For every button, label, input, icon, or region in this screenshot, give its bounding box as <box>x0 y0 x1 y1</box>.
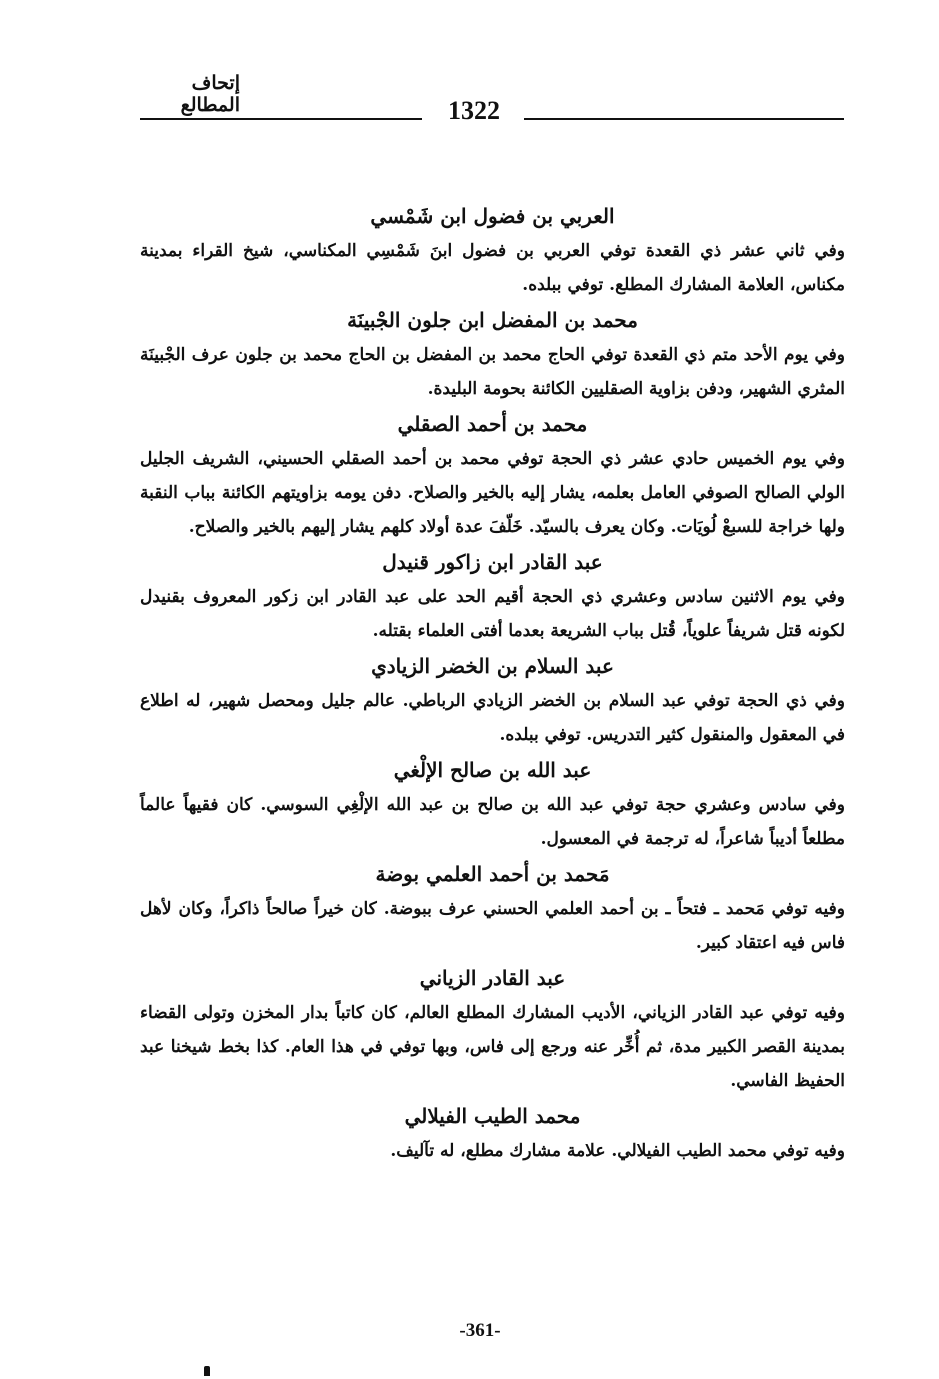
entry-title: عبد القادر ابن زاكور قنيدل <box>382 550 603 574</box>
entry-body: وفي ثاني عشر ذي القعدة توفي العربي بن فضول ابنَ شَمْسِي المكناسي، شيخ القراء بمدينة مكناس، العلامة المشارك المطلع. توفي ببلده. <box>140 241 845 295</box>
entry-title: مَحمد بن أحمد العلمي بوضة <box>375 862 610 886</box>
entry <box>140 406 845 544</box>
header-rule-left <box>140 118 422 120</box>
page-number: 1322 <box>448 96 500 125</box>
entry-title: محمد بن أحمد الصقلي <box>397 412 588 436</box>
entry <box>140 544 845 648</box>
entry-body: وفي يوم الأحد متم ذي القعدة توفي الحاج محمد بن المفضل بن الحاج محمد بن جلون عرف الجْبينَة المثري الشهير، ودفن بزاوية الصقليين الكائنة بحومة البليدة. <box>140 345 845 399</box>
entry-body: وفيه توفي محمد الطيب الفيلالي. علامة مشارك مطلع، له تآليف. <box>390 1141 845 1161</box>
page-content <box>140 198 845 1168</box>
entry-title: العربي بن فضول ابن شَمْسي <box>370 204 615 228</box>
entry-title: عبد السلام بن الخضر الزيادي <box>371 654 614 678</box>
header-rule-right <box>524 118 844 120</box>
entry-title: عبد الله بن صالح الإلْغي <box>393 758 592 782</box>
entry-title: محمد بن المفضل ابن جلون الجْبينَة <box>347 308 638 332</box>
entry <box>140 1098 845 1168</box>
entry-body: وفي يوم الخميس حادي عشر ذي الحجة توفي محمد بن أحمد الصقلي الحسيني، الشريف الجليل الولي الصالح الصوفي العامل بعلمه، يشار إليه بالخير والصلاح. دفن يومه بزاويتهم الكائنة بباب النقبة ولها خراجة للسبعْ لُويَات. وكان يعرف بالسيّد. خَلّفَ عدة أولاد كلهم يشار إليهم بالخير والصلاح. <box>140 449 845 537</box>
entry <box>140 198 845 302</box>
entry <box>140 960 845 1098</box>
entry-body: وفيه توفي مَحمد ـ فتحاً ـ بن أحمد العلمي الحسني عرف ببوضة. كان خيراً صالحاً ذاكراً، وكان لأهل فاس فيه اعتقاد كبير. <box>140 899 845 953</box>
entry <box>140 752 845 856</box>
entry-title: عبد القادر الزياني <box>419 966 566 990</box>
entry <box>140 302 845 406</box>
entry-body: وفي يوم الاثنين سادس وعشري ذي الحجة أقيم الحد على عبد القادر ابن زكور المعروف بقنيدل لكونه قتل شريفاً علوياً، قُتل بباب الشريعة بعدما أفتى العلماء بقتله. <box>140 587 845 641</box>
corner-mark <box>204 1366 210 1376</box>
entry-title: محمد الطيب الفيلالي <box>404 1104 581 1128</box>
running-title: إتحاف المطالع <box>180 72 240 116</box>
entry-body: وفي ذي الحجة توفي عبد السلام بن الخضر الزيادي الرباطي. عالم جليل ومحصل شهير، له اطلاع في المعقول والمنقول كثير التدريس. توفي ببلده. <box>140 691 845 745</box>
entry <box>140 856 845 960</box>
footer-page-number: -361- <box>459 1320 501 1341</box>
entry-body: وفي سادس وعشري حجة توفي عبد الله بن صالح بن عبد الله الإلْغِي السوسي. كان فقيهاً عالماً مطلعاً أديباً شاعراً، له ترجمة في المعسول. <box>140 795 845 849</box>
entry <box>140 648 845 752</box>
entry-body: وفيه توفي عبد القادر الزياني، الأديب المشارك المطلع العالم، كان كاتباً بدار المخزن وتولى القضاء بمدينة القصر الكبير مدة، ثم أُخِّر عنه ورجع إلى فاس، وبها توفي في هذا العام. كذا بخط شيخنا عبد الحفيظ الفاسي. <box>140 1003 845 1091</box>
